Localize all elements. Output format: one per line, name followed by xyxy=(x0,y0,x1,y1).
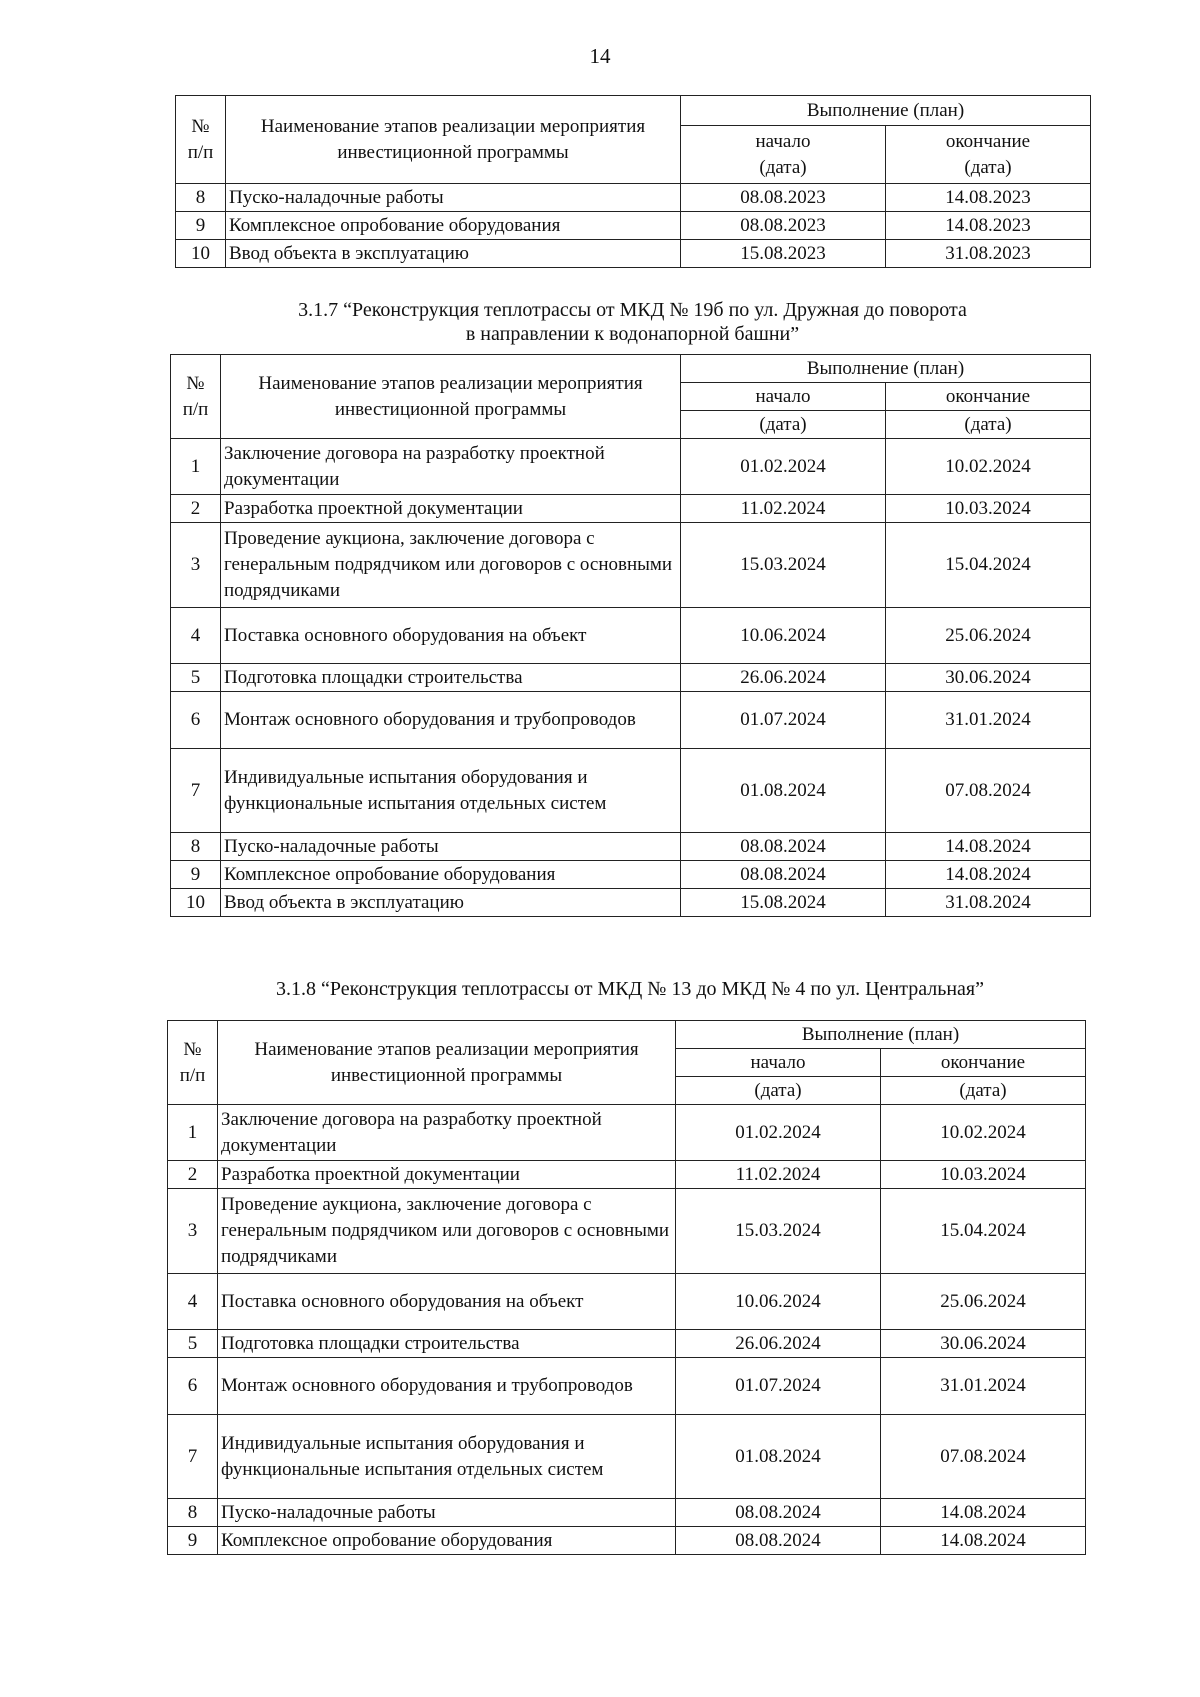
header-plan: Выполнение (план) xyxy=(681,96,1091,126)
header-stage-name: Наименование этапов реализации мероприятия инвестиционной программы xyxy=(218,1021,676,1105)
table-row xyxy=(168,1161,1086,1189)
table-row xyxy=(168,1527,1086,1555)
header-start-date: (дата) xyxy=(676,1077,881,1105)
table-row xyxy=(171,749,1091,833)
stage-name: Пуско-наладочные работы xyxy=(226,184,681,212)
row-number: 1 xyxy=(171,439,221,495)
section-title-line: 3.1.7 “Реконструкция теплотрассы от МКД № 19б по ул. Дружная до поворота xyxy=(298,299,967,321)
end-date: 10.03.2024 xyxy=(881,1161,1086,1189)
row-number: 9 xyxy=(176,212,226,240)
row-number: 9 xyxy=(171,861,221,889)
row-number: 1 xyxy=(168,1105,218,1161)
header-end: окончание xyxy=(881,1049,1086,1077)
table-row xyxy=(171,664,1091,692)
row-number: 3 xyxy=(168,1189,218,1274)
header-num: № п/п xyxy=(168,1021,218,1105)
start-date: 08.08.2023 xyxy=(681,184,886,212)
stage-name: Разработка проектной документации xyxy=(218,1161,676,1189)
end-date: 10.02.2024 xyxy=(886,439,1091,495)
row-number: 7 xyxy=(171,749,221,833)
table-row xyxy=(168,1499,1086,1527)
stage-name: Подготовка площадки строительства xyxy=(221,664,681,692)
stage-name: Комплексное опробование оборудования xyxy=(221,861,681,889)
table-row xyxy=(171,495,1091,523)
stage-name: Разработка проектной документации xyxy=(221,495,681,523)
table-row xyxy=(171,861,1091,889)
header-start: начало xyxy=(681,383,886,411)
header-stage-name: Наименование этапов реализации мероприятия инвестиционной программы xyxy=(226,96,681,184)
header-end-date: (дата) xyxy=(881,1077,1086,1105)
row-number: 8 xyxy=(168,1499,218,1527)
end-date: 10.02.2024 xyxy=(881,1105,1086,1161)
start-date: 11.02.2024 xyxy=(676,1161,881,1189)
row-number: 7 xyxy=(168,1415,218,1499)
stage-name: Проведение аукциона, заключение договора с генеральным подрядчиком или договоров с основными подрядчиками xyxy=(218,1189,676,1274)
row-number: 3 xyxy=(171,523,221,608)
end-date: 25.06.2024 xyxy=(886,608,1091,664)
end-date: 31.01.2024 xyxy=(886,692,1091,749)
start-date: 10.06.2024 xyxy=(676,1274,881,1330)
start-date: 10.06.2024 xyxy=(681,608,886,664)
header-end: окончание xyxy=(886,383,1091,411)
header-num: № п/п xyxy=(171,355,221,439)
row-number: 10 xyxy=(171,889,221,917)
start-date: 01.08.2024 xyxy=(676,1415,881,1499)
header-end: окончание (дата) xyxy=(886,126,1091,184)
start-date: 15.08.2023 xyxy=(681,240,886,268)
table-row xyxy=(176,240,1091,268)
end-date: 14.08.2023 xyxy=(886,212,1091,240)
table-row xyxy=(168,1274,1086,1330)
end-date: 31.01.2024 xyxy=(881,1358,1086,1415)
start-date: 15.03.2024 xyxy=(676,1189,881,1274)
end-date: 31.08.2024 xyxy=(886,889,1091,917)
end-date: 25.06.2024 xyxy=(881,1274,1086,1330)
start-date: 08.08.2024 xyxy=(676,1527,881,1555)
row-number: 2 xyxy=(168,1161,218,1189)
start-date: 26.06.2024 xyxy=(676,1330,881,1358)
end-date: 07.08.2024 xyxy=(881,1415,1086,1499)
stage-name: Монтаж основного оборудования и трубопроводов xyxy=(218,1358,676,1415)
table-row xyxy=(168,1415,1086,1499)
end-date: 14.08.2024 xyxy=(886,861,1091,889)
start-date: 26.06.2024 xyxy=(681,664,886,692)
stage-name: Заключение договора на разработку проектной документации xyxy=(221,439,681,495)
table-row xyxy=(171,889,1091,917)
stage-name: Пуско-наладочные работы xyxy=(218,1499,676,1527)
header-start: начало xyxy=(676,1049,881,1077)
header-stage-name: Наименование этапов реализации мероприятия инвестиционной программы xyxy=(221,355,681,439)
end-date: 30.06.2024 xyxy=(881,1330,1086,1358)
start-date: 01.07.2024 xyxy=(681,692,886,749)
table-row xyxy=(176,212,1091,240)
end-date: 14.08.2023 xyxy=(886,184,1091,212)
section-title-line: в направлении к водонапорной башни” xyxy=(465,323,800,345)
start-date: 01.08.2024 xyxy=(681,749,886,833)
start-date: 01.02.2024 xyxy=(676,1105,881,1161)
header-start-date: (дата) xyxy=(681,411,886,439)
table-row xyxy=(171,608,1091,664)
section-title-3-1-8 xyxy=(170,977,1090,1001)
end-date: 14.08.2024 xyxy=(881,1527,1086,1555)
end-date: 31.08.2023 xyxy=(886,240,1091,268)
end-date: 14.08.2024 xyxy=(881,1499,1086,1527)
page-number: 14 xyxy=(589,44,611,68)
table-row xyxy=(171,439,1091,495)
stage-name: Комплексное опробование оборудования xyxy=(226,212,681,240)
row-number: 10 xyxy=(176,240,226,268)
start-date: 15.08.2024 xyxy=(681,889,886,917)
stage-name: Индивидуальные испытания оборудования и функциональные испытания отдельных систем xyxy=(218,1415,676,1499)
table-row xyxy=(176,184,1091,212)
header-plan: Выполнение (план) xyxy=(676,1021,1086,1049)
header-plan: Выполнение (план) xyxy=(681,355,1091,383)
stage-name: Поставка основного оборудования на объект xyxy=(221,608,681,664)
row-number: 6 xyxy=(171,692,221,749)
end-date: 30.06.2024 xyxy=(886,664,1091,692)
start-date: 15.03.2024 xyxy=(681,523,886,608)
end-date: 15.04.2024 xyxy=(881,1189,1086,1274)
row-number: 9 xyxy=(168,1527,218,1555)
start-date: 11.02.2024 xyxy=(681,495,886,523)
table-row xyxy=(168,1189,1086,1274)
row-number: 5 xyxy=(168,1330,218,1358)
header-start: начало (дата) xyxy=(681,126,886,184)
row-number: 8 xyxy=(171,833,221,861)
table-row xyxy=(168,1358,1086,1415)
stage-name: Поставка основного оборудования на объект xyxy=(218,1274,676,1330)
table-row xyxy=(171,833,1091,861)
stage-name: Индивидуальные испытания оборудования и функциональные испытания отдельных систем xyxy=(221,749,681,833)
stage-name: Заключение договора на разработку проектной документации xyxy=(218,1105,676,1161)
stage-name: Проведение аукциона, заключение договора с генеральным подрядчиком или договоров с основными подрядчиками xyxy=(221,523,681,608)
row-number: 5 xyxy=(171,664,221,692)
end-date: 14.08.2024 xyxy=(886,833,1091,861)
start-date: 08.08.2024 xyxy=(681,861,886,889)
header-num: № п/п xyxy=(176,96,226,184)
row-number: 4 xyxy=(168,1274,218,1330)
section-title-line: 3.1.8 “Реконструкция теплотрассы от МКД № 13 до МКД № 4 по ул. Центральная” xyxy=(276,978,984,1000)
schedule-table-3-1-8 xyxy=(167,1020,1086,1555)
row-number: 8 xyxy=(176,184,226,212)
table-row xyxy=(168,1330,1086,1358)
row-number: 2 xyxy=(171,495,221,523)
end-date: 15.04.2024 xyxy=(886,523,1091,608)
table-row xyxy=(171,523,1091,608)
end-date: 07.08.2024 xyxy=(886,749,1091,833)
header-end-date: (дата) xyxy=(886,411,1091,439)
stage-name: Комплексное опробование оборудования xyxy=(218,1527,676,1555)
stage-name: Ввод объекта в эксплуатацию xyxy=(226,240,681,268)
end-date: 10.03.2024 xyxy=(886,495,1091,523)
table-row xyxy=(168,1105,1086,1161)
table-row xyxy=(171,692,1091,749)
stage-name: Ввод объекта в эксплуатацию xyxy=(221,889,681,917)
schedule-table-3-1-7 xyxy=(170,354,1091,917)
start-date: 08.08.2024 xyxy=(681,833,886,861)
section-title-3-1-7 xyxy=(175,298,1090,346)
stage-name: Подготовка площадки строительства xyxy=(218,1330,676,1358)
row-number: 4 xyxy=(171,608,221,664)
stage-name: Пуско-наладочные работы xyxy=(221,833,681,861)
start-date: 08.08.2023 xyxy=(681,212,886,240)
start-date: 08.08.2024 xyxy=(676,1499,881,1527)
row-number: 6 xyxy=(168,1358,218,1415)
start-date: 01.07.2024 xyxy=(676,1358,881,1415)
stage-name: Монтаж основного оборудования и трубопроводов xyxy=(221,692,681,749)
schedule-table-1 xyxy=(175,95,1091,268)
start-date: 01.02.2024 xyxy=(681,439,886,495)
